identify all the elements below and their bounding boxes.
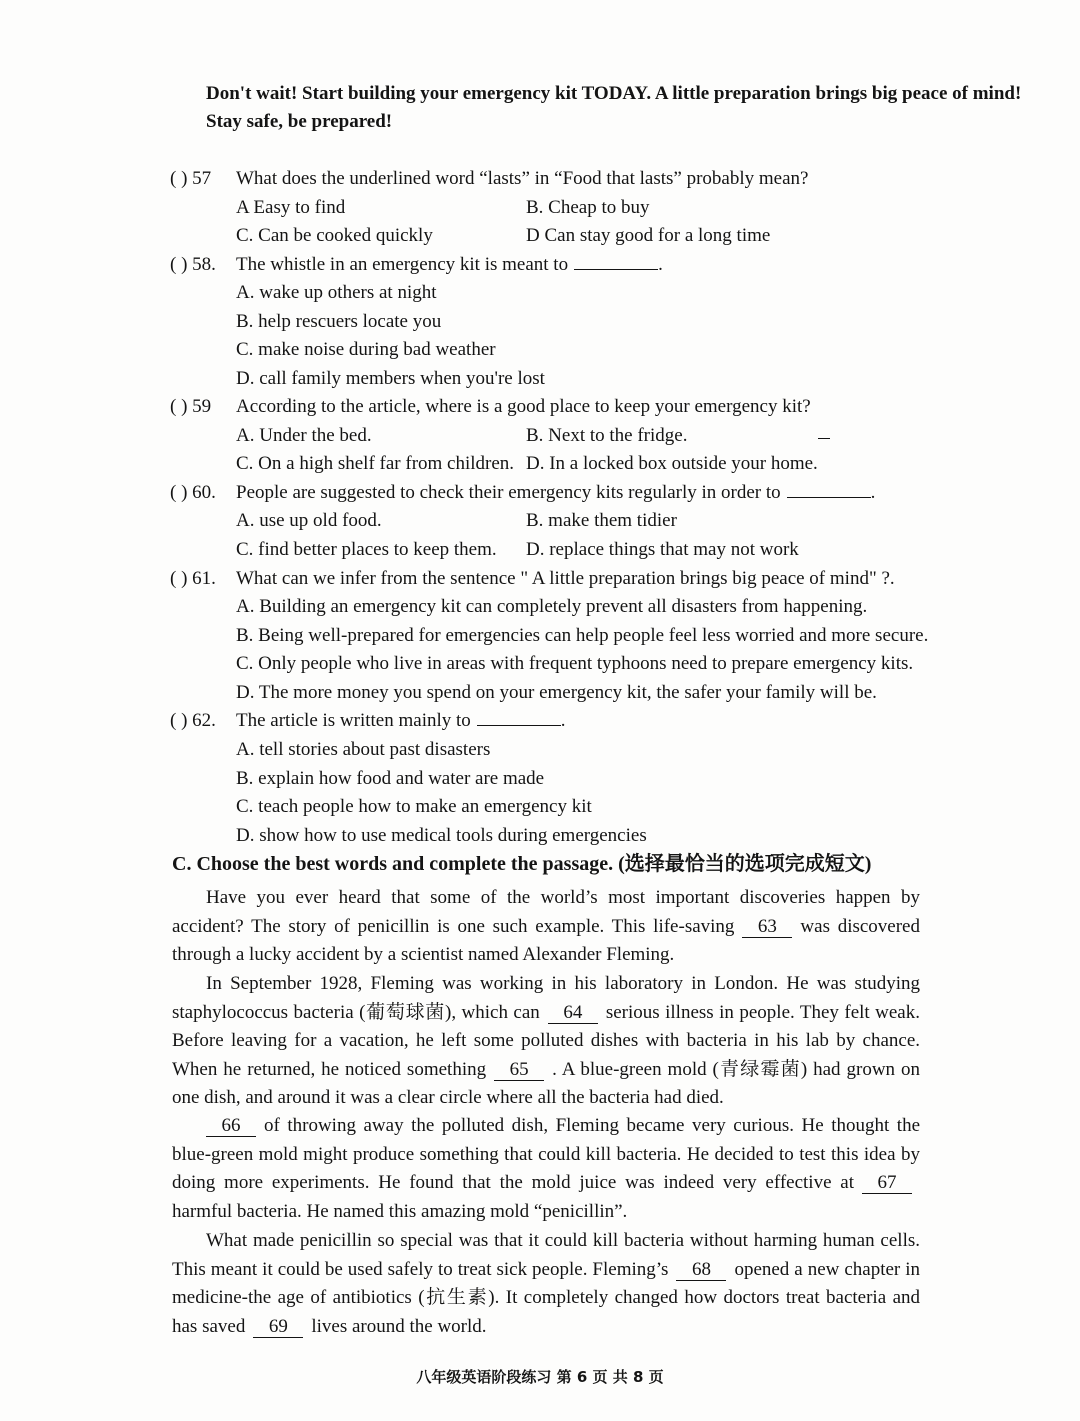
question-60-option-b: B. make them tidier	[526, 510, 677, 531]
section-c-title: C. Choose the best words and complete the passage. (选择最恰当的选项完成短文)	[172, 853, 872, 875]
blank-65: 65	[494, 1060, 544, 1081]
blank-67: 67	[862, 1173, 912, 1194]
question-57-text: What does the underlined word “lasts” in “Food that lasts” probably mean?	[236, 168, 809, 189]
blank-69: 69	[253, 1317, 303, 1338]
passage-paragraph-3	[172, 1112, 920, 1226]
question-58-option-c: C. make noise during bad weather	[236, 339, 496, 360]
question-60-option-d: D. replace things that may not work	[526, 539, 799, 560]
question-62-option-c: C. teach people how to make an emergency kit	[236, 796, 592, 817]
question-59-option-d: D. In a locked box outside your home.	[526, 453, 818, 474]
question-58-option-a: A. wake up others at night	[236, 282, 437, 303]
blank-63: 63	[742, 917, 792, 938]
question-57-option-a: A Easy to find	[236, 197, 346, 218]
question-62-option-b: B. explain how food and water are made	[236, 768, 545, 789]
question-57-marker: ( ) 57	[170, 168, 212, 189]
question-58-option-d: D. call family members when you're lost	[236, 368, 545, 389]
question-57-option-d: D Can stay good for a long time	[526, 225, 771, 246]
p3-text-b: harmful bacteria. He named this amazing mold “penicillin”.	[172, 1200, 628, 1222]
answer-blank	[477, 707, 561, 726]
p4-text-b: opened a new chapter in medicine-the age of antibiotics (抗生素). It completely changed how doctors treat bacteria and has saved	[172, 1258, 921, 1337]
blank-64: 64	[548, 1003, 598, 1024]
question-58-marker: ( ) 58.	[170, 254, 216, 275]
stray-mark	[818, 438, 830, 439]
question-57-option-c: C. Can be cooked quickly	[236, 225, 433, 246]
question-60-row: People are suggested to check their emergency kits regularly in order to .	[236, 479, 875, 507]
question-62-row: The article is written mainly to .	[236, 707, 566, 735]
passage-paragraph-4	[172, 1227, 920, 1341]
question-59-marker: ( ) 59	[170, 396, 212, 417]
blank-68: 68	[676, 1260, 726, 1281]
question-61-option-d: D. The more money you spend on your emergency kit, the safer your family will be.	[236, 682, 877, 703]
p1-text-a: Have you ever heard that some of the world’s most important discoveries happen by accident? The story of penicillin is one such example. This life-saving	[172, 887, 920, 937]
question-59-option-b: B. Next to the fridge.	[526, 425, 688, 446]
answer-blank	[574, 251, 658, 270]
question-59-option-a: A. Under the bed.	[236, 425, 372, 446]
question-60-option-a: A. use up old food.	[236, 510, 382, 531]
question-61-option-c: C. Only people who live in areas with frequent typhoons need to prepare emergency kits.	[236, 653, 914, 674]
p1-text-b: was discovered through a lucky accident by a scientist named Alexander Fleming.	[172, 915, 920, 966]
question-57-option-b: B. Cheap to buy	[526, 197, 650, 218]
page-footer: 八年级英语阶段练习 第 6 页 共 8 页	[416, 1368, 664, 1386]
question-62-option-d: D. show how to use medical tools during emergencies	[236, 825, 647, 846]
p4-text-a: What made penicillin so special was that it could kill bacteria without harming human cells. This meant it could be used safely to treat sick people. Fleming’s	[172, 1230, 920, 1280]
question-61-text: What can we infer from the sentence " A little preparation brings big peace of mind" ?.	[236, 568, 895, 589]
question-62-text: The article is written mainly to	[236, 710, 471, 731]
question-60-marker: ( ) 60.	[170, 482, 216, 503]
question-62-option-a: A. tell stories about past disasters	[236, 739, 491, 760]
question-58-text: The whistle in an emergency kit is meant to	[236, 254, 569, 275]
question-61-option-b: B. Being well-prepared for emergencies can help people feel less worried and more secure.	[236, 625, 929, 646]
answer-blank	[787, 479, 871, 498]
question-61-option-a: A. Building an emergency kit can completely prevent all disasters from happening.	[236, 596, 868, 617]
passage-paragraph-1	[172, 884, 920, 970]
question-59-option-c: C. On a high shelf far from children.	[236, 453, 515, 474]
passage-paragraph-2	[172, 970, 920, 1113]
p2-text-a: In September 1928, Fleming was working in his laboratory in London. He was studying staphylococcus bacteria (葡萄球菌), which can	[172, 973, 920, 1023]
question-61-marker: ( ) 61.	[170, 568, 216, 589]
question-58-option-b: B. help rescuers locate you	[236, 311, 442, 332]
question-62-marker: ( ) 62.	[170, 710, 216, 731]
intro-line-1: Don't wait! Start building your emergency kit TODAY. A little preparation brings big peace of mind!	[206, 83, 1022, 104]
p4-text-c: lives around the world.	[311, 1315, 487, 1337]
p3-text-a: of throwing away the polluted dish, Fleming became very curious. He thought the blue-green mold might produce something that could kill bacteria. He decided to test this idea by doing more experiments. He found that the mold juice was indeed very effective at	[172, 1115, 920, 1194]
blank-66: 66	[206, 1116, 256, 1137]
p2-text-b: serious illness in people. They felt weak. Before leaving for a vacation, he left some polluted dishes with bacteria in his lab by chance. When he returned, he noticed something	[172, 1001, 920, 1080]
question-59-text: According to the article, where is a good place to keep your emergency kit?	[236, 396, 811, 417]
question-60-option-c: C. find better places to keep them.	[236, 539, 497, 560]
p2-text-c: . A blue-green mold (青绿霉菌) had grown on one dish, and around it was a clear circle where all the bacteria had died.	[172, 1058, 920, 1109]
question-58-row: The whistle in an emergency kit is meant to .	[236, 251, 663, 279]
intro-line-2: Stay safe, be prepared!	[206, 111, 393, 132]
question-60-text: People are suggested to check their emergency kits regularly in order to	[236, 482, 781, 503]
